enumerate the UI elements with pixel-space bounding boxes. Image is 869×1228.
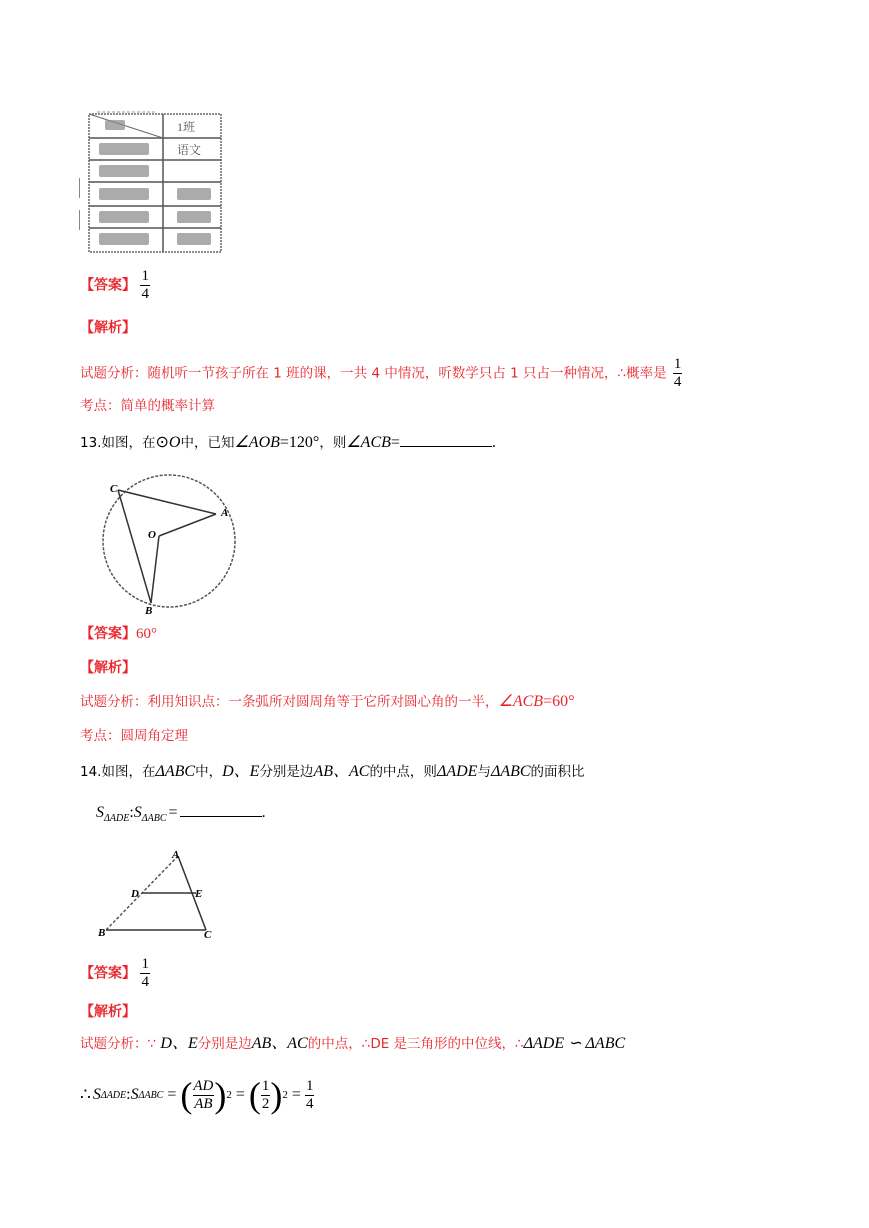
q13-analysis-tag: 【解析】 bbox=[80, 660, 136, 676]
frac-num: 1 bbox=[141, 268, 149, 284]
schedule-table-figure bbox=[85, 110, 225, 256]
answer-blank bbox=[180, 802, 262, 817]
q14-answer bbox=[80, 956, 150, 991]
question-text: 中，已知 bbox=[180, 435, 235, 451]
colon: : bbox=[129, 804, 134, 821]
frac-num: 1 bbox=[305, 1077, 314, 1094]
answer-tag: 【答案】 bbox=[80, 277, 136, 294]
left-paren: ( bbox=[180, 1075, 193, 1115]
frac-den: 4 bbox=[141, 974, 149, 990]
answer-value: 60° bbox=[136, 626, 157, 642]
label-b: B bbox=[98, 927, 106, 939]
result-fraction bbox=[305, 1078, 315, 1113]
segment-cb bbox=[118, 490, 151, 603]
answer-tag: 【答案】 bbox=[80, 626, 136, 642]
frac-den: AB bbox=[194, 1095, 213, 1112]
analysis-angle: ∠ACB bbox=[498, 693, 544, 710]
schedule-table-image bbox=[85, 110, 225, 256]
bracket-mark bbox=[79, 178, 84, 198]
q13-question bbox=[80, 432, 496, 453]
question-text: 的中点，则 bbox=[369, 764, 437, 780]
subscript-abc: ΔABC bbox=[141, 813, 167, 824]
q12-answer bbox=[80, 268, 150, 303]
frac-num: 1 bbox=[261, 1077, 270, 1094]
answer-blank bbox=[400, 432, 492, 447]
s-symbol: S bbox=[133, 804, 142, 821]
angle-aob: ∠AOB bbox=[234, 434, 280, 451]
similarity-statement: ΔADE ∽ ΔABC bbox=[523, 1035, 626, 1052]
segment-ob bbox=[151, 536, 159, 603]
question-text: 与 bbox=[477, 764, 491, 780]
sides-ab-ac: AB、AC bbox=[313, 763, 370, 780]
equals: = bbox=[291, 1086, 301, 1103]
circle-figure bbox=[96, 470, 242, 616]
q14-ratio-line bbox=[96, 802, 266, 829]
table-cell-1: 1班 bbox=[177, 120, 196, 134]
subscript-ade: ΔADE bbox=[104, 813, 130, 824]
label-e: E bbox=[195, 888, 203, 900]
circle-symbol: ⊙ bbox=[155, 434, 169, 451]
right-paren: ) bbox=[214, 1075, 227, 1115]
q12-kaodian: 考点：简单的概率计算 bbox=[80, 398, 215, 414]
subscript-ade: ΔADE bbox=[100, 1089, 127, 1101]
frac-num: 1 bbox=[141, 956, 149, 972]
left-paren: ( bbox=[248, 1075, 261, 1115]
q13-kaodian: 考点：圆周角定理 bbox=[80, 728, 188, 744]
triangle-abc: ΔABC bbox=[490, 763, 531, 780]
bracket-mark bbox=[79, 210, 84, 230]
equals: = bbox=[235, 1086, 245, 1103]
exponent: 2 bbox=[226, 1089, 232, 1101]
analysis-text: 试题分析：利用知识点：一条弧所对圆周角等于它所对圆心角的一半， bbox=[80, 694, 499, 710]
period: . bbox=[491, 434, 496, 451]
answer-fraction bbox=[140, 956, 150, 991]
period: . bbox=[261, 804, 266, 821]
analysis-fraction bbox=[673, 356, 683, 391]
frac-den: 4 bbox=[141, 286, 149, 302]
s-symbol: S bbox=[130, 1086, 139, 1103]
equals: = bbox=[390, 434, 400, 451]
frac-den: 4 bbox=[673, 374, 682, 390]
label-a: A bbox=[172, 849, 180, 861]
segment-ca bbox=[118, 490, 216, 514]
angle-acb: ∠ACB bbox=[346, 434, 391, 451]
q13-answer bbox=[80, 624, 157, 644]
analysis-text: 试题分析：随机听一节孩子所在 1 班的课，一共 4 中情况，听数学只占 1 只占一种情况，∴概率是 bbox=[80, 365, 667, 382]
triangle-ade: ΔADE bbox=[436, 763, 478, 780]
sides-ab-ac: AB、AC bbox=[251, 1035, 308, 1052]
question-text: ，则 bbox=[319, 435, 347, 451]
triangle-figure bbox=[98, 844, 220, 944]
exponent: 2 bbox=[282, 1089, 288, 1101]
points-de: D、E bbox=[160, 1035, 198, 1052]
question-text: 中， bbox=[195, 764, 223, 780]
analysis-text: 分别是边 bbox=[197, 1036, 252, 1052]
question-text: 如图，在 bbox=[101, 435, 156, 451]
answer-fraction bbox=[140, 268, 150, 303]
label-d: D bbox=[131, 888, 139, 900]
subscript-abc: ΔABC bbox=[138, 1089, 164, 1101]
question-text: 如图，在 bbox=[101, 764, 156, 780]
equals: = bbox=[168, 804, 178, 821]
label-o: O bbox=[148, 529, 156, 541]
ad-ab-fraction bbox=[192, 1078, 214, 1113]
frac-num: AD bbox=[193, 1077, 214, 1094]
q12-analysis-tag: 【解析】 bbox=[80, 320, 136, 336]
q14-analysis-tag: 【解析】 bbox=[80, 1004, 136, 1020]
analysis-text: 试题分析：∵ bbox=[80, 1036, 161, 1052]
half-fraction bbox=[261, 1078, 271, 1113]
segment-oa bbox=[159, 514, 216, 536]
frac-num: 1 bbox=[673, 356, 682, 372]
question-number: 14. bbox=[80, 764, 102, 780]
s-symbol: S bbox=[92, 1086, 101, 1103]
angle-value: =120° bbox=[279, 434, 320, 451]
circle-outline bbox=[103, 475, 235, 607]
points-de: D、E bbox=[222, 763, 260, 780]
q14-analysis bbox=[80, 1034, 625, 1054]
frac-den: 4 bbox=[305, 1095, 314, 1112]
answer-tag: 【答案】 bbox=[80, 965, 136, 982]
label-b: B bbox=[145, 605, 153, 616]
analysis-eq: =60° bbox=[543, 693, 575, 710]
colon: : bbox=[126, 1086, 131, 1103]
frac-den: 2 bbox=[261, 1095, 270, 1112]
q12-analysis bbox=[80, 356, 682, 391]
s-symbol: S bbox=[96, 804, 104, 821]
label-a: A bbox=[221, 507, 229, 519]
right-paren: ) bbox=[270, 1075, 283, 1115]
q14-question bbox=[80, 762, 585, 782]
q13-analysis bbox=[80, 692, 574, 712]
table-cell-2: 语文 bbox=[177, 143, 202, 157]
point-o: O bbox=[168, 434, 181, 451]
label-c: C bbox=[204, 929, 212, 941]
label-c: C bbox=[110, 483, 118, 495]
q14-final-equation bbox=[80, 1068, 314, 1122]
triangle-abc: ΔABC bbox=[155, 763, 196, 780]
analysis-text: 的中点，∴DE 是三角形的中位线，∴ bbox=[307, 1036, 524, 1052]
equals: = bbox=[167, 1086, 177, 1103]
question-text: 的面积比 bbox=[530, 764, 585, 780]
question-number: 13. bbox=[80, 435, 102, 451]
therefore-symbol: ∴ bbox=[80, 1085, 91, 1104]
question-text: 分别是边 bbox=[259, 764, 314, 780]
